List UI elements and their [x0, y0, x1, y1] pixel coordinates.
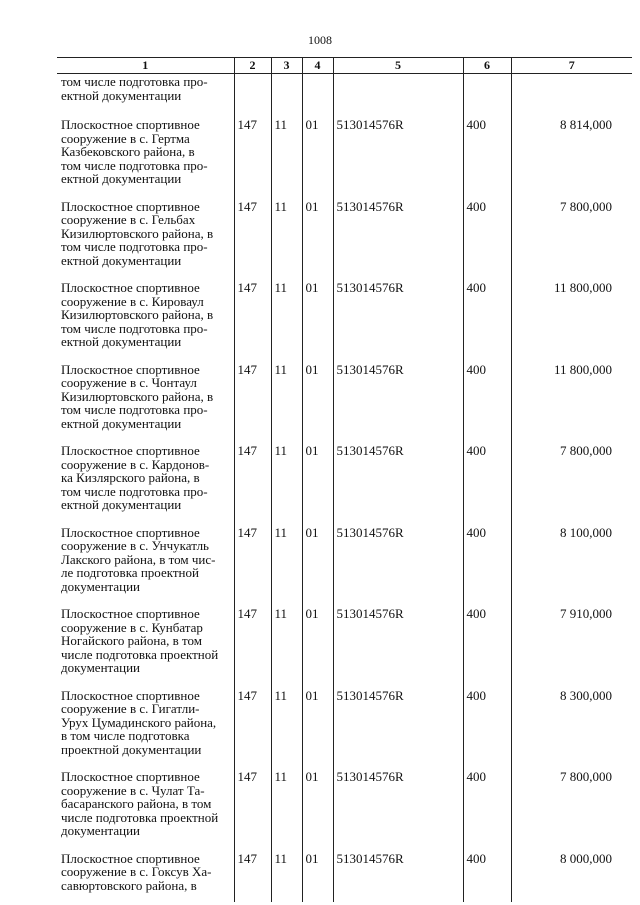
- cell-empty: [511, 74, 632, 118]
- table-row: [57, 443, 632, 525]
- code-col-4-cell: 01: [302, 525, 333, 607]
- budget-table: [57, 57, 632, 902]
- code-col-3-cell: 11: [271, 688, 302, 770]
- table-row: [57, 199, 632, 281]
- page-number: 1008: [308, 33, 332, 47]
- expense-type-cell: 400: [463, 117, 511, 199]
- amount-cell: 11 800,000: [511, 280, 632, 362]
- expense-type-cell: 400: [463, 362, 511, 444]
- table-row: [57, 606, 632, 688]
- expense-type-cell: 400: [463, 443, 511, 525]
- expense-type-cell: 400: [463, 199, 511, 281]
- code-col-3-cell: 11: [271, 199, 302, 281]
- facility-name-cell: Плоскостное спортивное сооружение в с. Гоксув Ха- савюртовского района, в: [61, 850, 212, 893]
- code-col-4-cell: 01: [302, 443, 333, 525]
- amount-cell: 11 800,000: [511, 362, 632, 444]
- target-article-cell: 513014576R: [333, 606, 463, 688]
- facility-name-cell: Плоскостное спортивное сооружение в с. Гигатли- Урух Цумадинского района, в том числе подготовка проектной документации: [61, 687, 217, 757]
- amount-cell: 7 910,000: [511, 606, 632, 688]
- code-col-2-cell: 147: [234, 851, 271, 903]
- code-col-3-cell: 11: [271, 362, 302, 444]
- amount-cell: 8 814,000: [511, 117, 632, 199]
- expense-type-cell: 400: [463, 851, 511, 903]
- facility-name-cell: Плоскостное спортивное сооружение в с. Унчукатль Лакского района, в том чис- ле подготовка проектной документации: [61, 524, 216, 594]
- facility-name-cell: Плоскостное спортивное сооружение в с. Чонтаул Кизилюртовского района, в том числе подготовка про- ектной документации: [61, 361, 214, 431]
- code-col-4-cell: 01: [302, 606, 333, 688]
- code-col-3-cell: 11: [271, 851, 302, 903]
- code-col-3-cell: 11: [271, 606, 302, 688]
- facility-name-cell: Плоскостное спортивное сооружение в с. Гертма Казбековского района, в том числе подготовка про- ектной документации: [61, 117, 208, 186]
- code-col-3-cell: 11: [271, 443, 302, 525]
- target-article-cell: 513014576R: [333, 851, 463, 903]
- target-article-cell: 513014576R: [333, 117, 463, 199]
- header-col-5: 5: [333, 58, 463, 74]
- code-col-4-cell: 01: [302, 117, 333, 199]
- header-col-6: 6: [463, 58, 511, 74]
- amount-cell: 7 800,000: [511, 443, 632, 525]
- target-article-cell: 513014576R: [333, 199, 463, 281]
- code-col-3-cell: 11: [271, 280, 302, 362]
- amount-cell: 8 100,000: [511, 525, 632, 607]
- table-row: [57, 362, 632, 444]
- expense-type-cell: 400: [463, 769, 511, 851]
- code-col-2-cell: 147: [234, 362, 271, 444]
- facility-name-cell: Плоскостное спортивное сооружение в с. Кунбатар Ногайского района, в том числе подготовка проектной документации: [61, 606, 219, 675]
- facility-name-cell: Плоскостное спортивное сооружение в с. Кироваул Кизилюртовского района, в том числе подготовка про- ектной документации: [61, 280, 214, 349]
- header-col-7: 7: [511, 58, 632, 74]
- table-row: [57, 688, 632, 770]
- facility-name-cell: Плоскостное спортивное сооружение в с. Кардонов- ка Кизлярского района, в том числе подготовка про- ектной документации: [61, 443, 210, 512]
- target-article-cell: 513014576R: [333, 688, 463, 770]
- code-col-2-cell: 147: [234, 606, 271, 688]
- code-col-2-cell: 147: [234, 688, 271, 770]
- code-col-2-cell: 147: [234, 117, 271, 199]
- table-row: [57, 769, 632, 851]
- header-col-1: 1: [57, 58, 234, 74]
- code-col-3-cell: 11: [271, 117, 302, 199]
- header-row: [57, 58, 632, 74]
- target-article-cell: 513014576R: [333, 769, 463, 851]
- amount-cell: 7 800,000: [511, 199, 632, 281]
- code-col-4-cell: 01: [302, 280, 333, 362]
- code-col-4-cell: 01: [302, 362, 333, 444]
- continuation-row: [57, 74, 632, 118]
- header-col-3: 3: [271, 58, 302, 74]
- continuation-text: том числе подготовка про- ектной документации: [61, 74, 208, 103]
- code-col-3-cell: 11: [271, 769, 302, 851]
- code-col-4-cell: 01: [302, 688, 333, 770]
- code-col-2-cell: 147: [234, 443, 271, 525]
- table-row: [57, 851, 632, 903]
- code-col-4-cell: 01: [302, 851, 333, 903]
- cell-empty: [333, 74, 463, 118]
- facility-name-cell: Плоскостное спортивное сооружение в с. Чулат Та- басаранского района, в том числе подготовка проектной документации: [61, 769, 219, 838]
- target-article-cell: 513014576R: [333, 443, 463, 525]
- code-col-2-cell: 147: [234, 525, 271, 607]
- code-col-4-cell: 01: [302, 769, 333, 851]
- code-col-3-cell: 11: [271, 525, 302, 607]
- cell-empty: [302, 74, 333, 118]
- amount-cell: 8 000,000: [511, 851, 632, 903]
- amount-cell: 8 300,000: [511, 688, 632, 770]
- table-body: [57, 74, 632, 903]
- table-row: [57, 280, 632, 362]
- cell-empty: [234, 74, 271, 118]
- code-col-4-cell: 01: [302, 199, 333, 281]
- facility-name-cell: Плоскостное спортивное сооружение в с. Гельбах Кизилюртовского района, в том числе подготовка про- ектной документации: [61, 198, 214, 268]
- cell-empty: [463, 74, 511, 118]
- target-article-cell: 513014576R: [333, 362, 463, 444]
- table-row: [57, 117, 632, 199]
- code-col-2-cell: 147: [234, 199, 271, 281]
- expense-type-cell: 400: [463, 280, 511, 362]
- table-row: [57, 525, 632, 607]
- header-col-2: 2: [234, 58, 271, 74]
- target-article-cell: 513014576R: [333, 280, 463, 362]
- target-article-cell: 513014576R: [333, 525, 463, 607]
- header-col-4: 4: [302, 58, 333, 74]
- amount-cell: 7 800,000: [511, 769, 632, 851]
- expense-type-cell: 400: [463, 525, 511, 607]
- cell-empty: [271, 74, 302, 118]
- table-header: [57, 58, 632, 74]
- code-col-2-cell: 147: [234, 280, 271, 362]
- expense-type-cell: 400: [463, 688, 511, 770]
- code-col-2-cell: 147: [234, 769, 271, 851]
- expense-type-cell: 400: [463, 606, 511, 688]
